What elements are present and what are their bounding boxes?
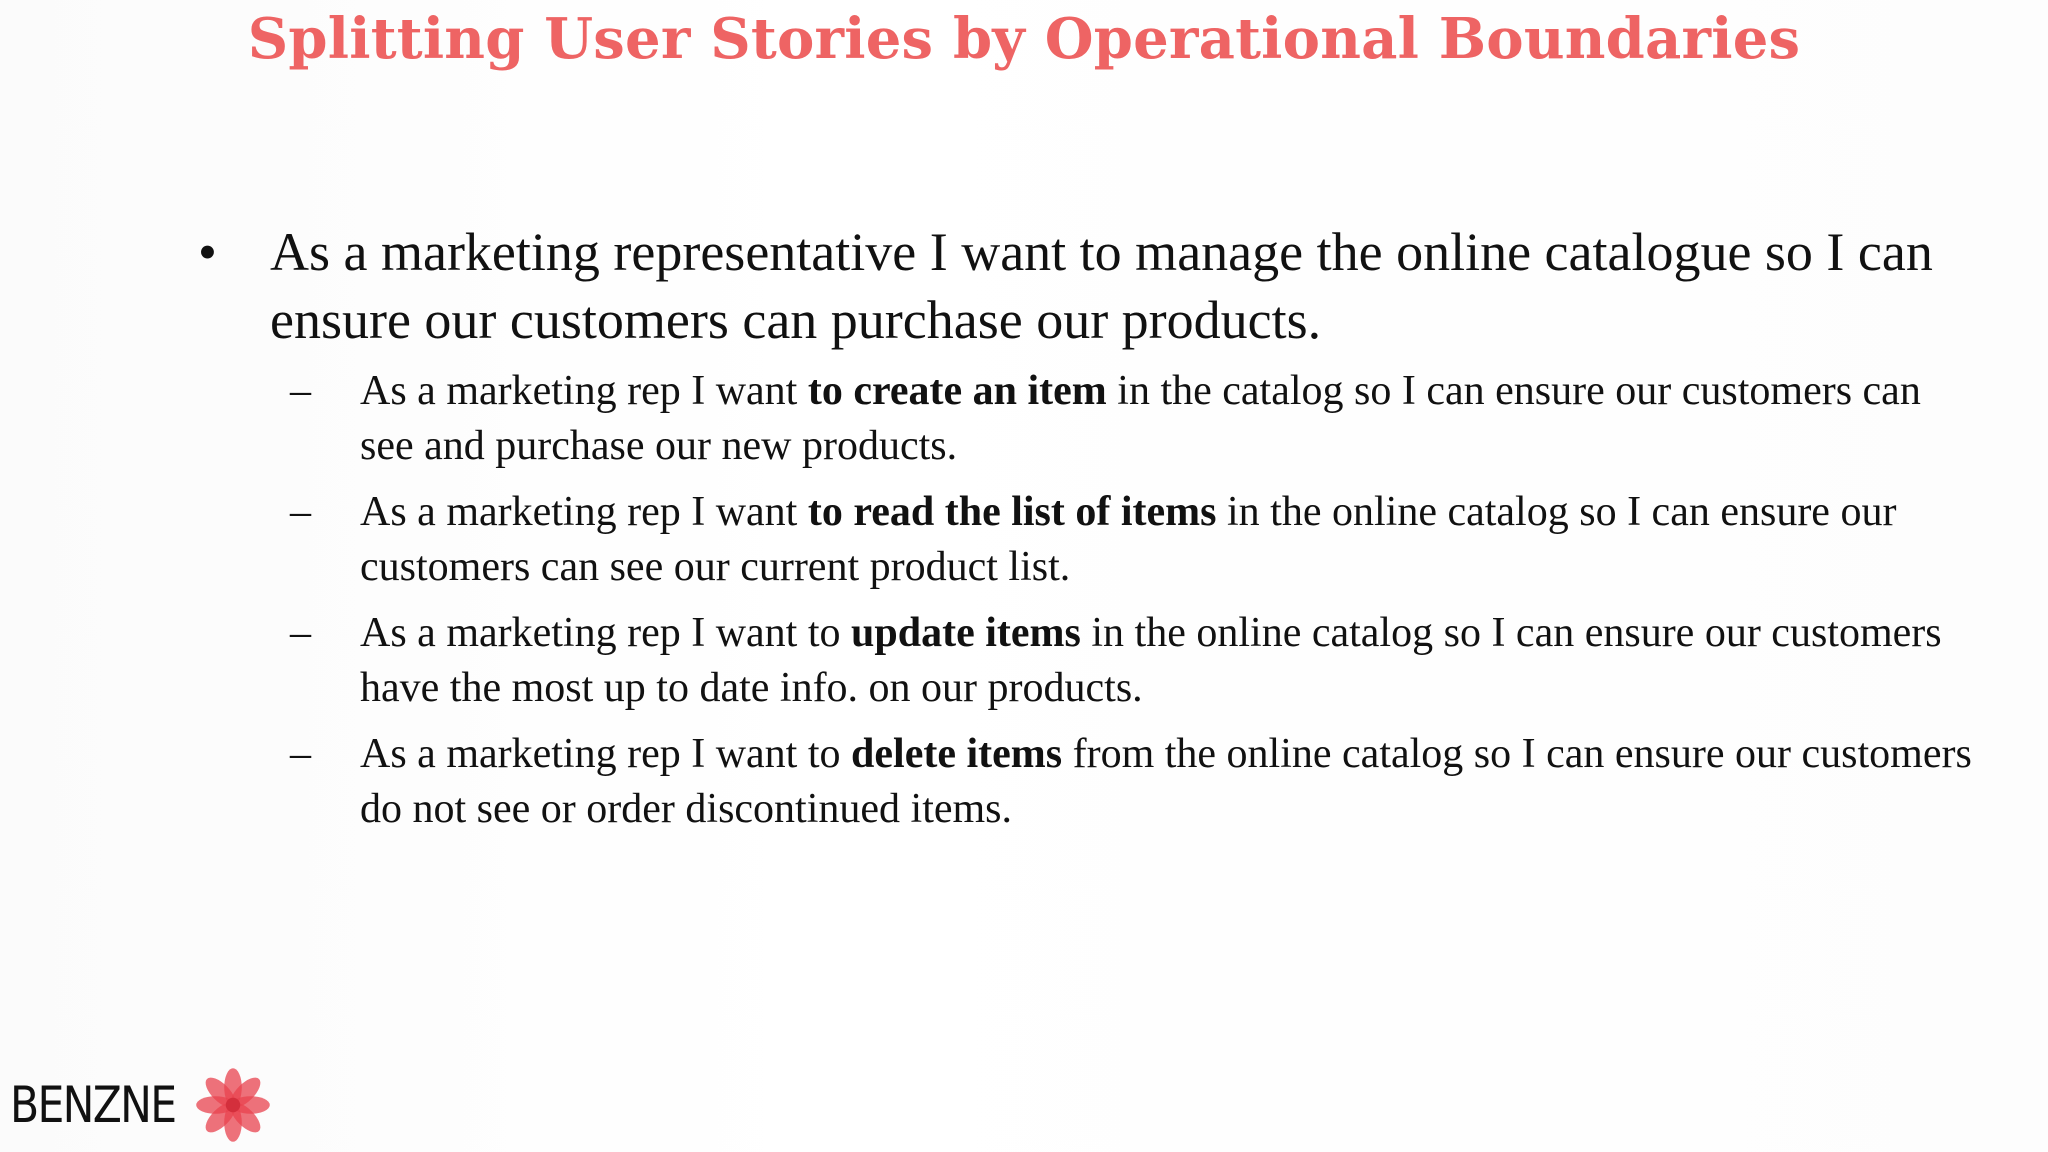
sub-bullet-text-before: As a marketing rep I want [360,489,808,535]
sub-bullet-list [190,364,1980,837]
main-bullet-text: As a marketing representative I want to manage the online catalogue so I can ensure our customers can purchase our products. [270,222,1933,350]
dash-marker: – [290,731,311,777]
sub-bullet-update [190,606,1980,716]
benzne-logo [10,1060,273,1150]
sub-bullet-text-bold: to create an item [807,368,1107,414]
dash-marker: – [290,489,311,535]
dash-marker: – [290,368,311,414]
sub-bullet-text-bold: delete items [851,731,1063,777]
dash-marker: – [290,610,311,656]
sub-bullet-text-after: in the catalog so I can ensure our customers can see and purchase our new products. [360,368,1921,469]
sub-bullet-text-bold: update items [851,610,1081,656]
flower-icon [193,1065,273,1145]
slide-title: Splitting User Stories by Operational Boundaries [247,6,1801,72]
sub-bullet-text-before: As a marketing rep I want to [360,731,852,777]
bullet-marker: • [198,222,217,282]
sub-bullet-read [190,485,1980,595]
sub-bullet-text-after: in the online catalog so I can ensure our customers can see our current product list. [360,489,1897,590]
sub-bullet-text-after: from the online catalog so I can ensure our customers do not see or order discontinued items. [360,731,1972,832]
sub-bullet-create [190,364,1980,474]
slide-content [190,218,1980,848]
logo-text: BENZNE [10,1076,176,1134]
main-bullet [190,218,1980,354]
sub-bullet-delete [190,727,1980,837]
sub-bullet-text-bold: to read the list of items [807,489,1217,535]
sub-bullet-text-before: As a marketing rep I want to [360,610,852,656]
sub-bullet-text-after: in the online catalog so I can ensure our customers have the most up to date info. on our products. [360,610,1942,711]
sub-bullet-text-before: As a marketing rep I want [360,368,808,414]
